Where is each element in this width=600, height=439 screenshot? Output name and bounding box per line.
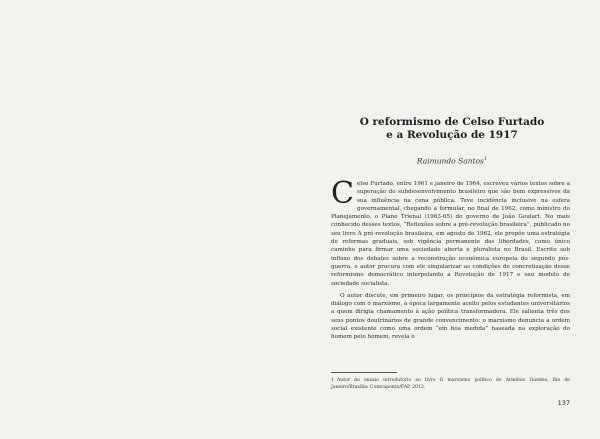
paragraph-1: [331, 176, 570, 288]
chapter-title-line2: e a Revolução de 1917: [386, 129, 518, 141]
footnote-text: Autor do ensaio introdutório ao livro O marxismo político de Armênio Guedes, Rio de Janeiro/Brasília: Contraponto/FAP, 2012.: [331, 378, 570, 390]
author-footnote-mark: 1: [483, 156, 488, 162]
footnote: [331, 377, 570, 391]
chapter-author: [330, 156, 574, 166]
author-name: Raimundo Santos: [416, 156, 484, 166]
footnote-rule: [331, 372, 397, 373]
chapter-title: [330, 116, 574, 142]
body-text: [331, 176, 570, 342]
footnote-number: 1: [331, 378, 334, 383]
drop-cap: C: [331, 176, 354, 211]
page-number: 137: [557, 399, 570, 407]
paragraph-2: O autor discute, em primeiro lugar, os princípios da estratégia reformista, em diálogo com o marxismo, à época largamente aceito pelos estudantes universitários a quem dirigia chamamento à ação política transformadora. Ele salienta três dos seus pontos doutrinários de grande convencimento: o marxismo denuncia a ordem social existente como uma ordem “em boa medida” baseada na exploração do homem pelo homem, revela o: [331, 292, 570, 341]
chapter-title-line1: O reformismo de Celso Furtado: [359, 116, 545, 128]
paragraph-1-text: elso Furtado, entre 1961 e janeiro de 1964, escreveu vários textos sobre a superação do subdesenvolvimento brasileiro que são bem expressivos da sua influência na cena pública. Teve incidência inclusive na esfera governamental, chegando a formular, no final de 1962, como ministro do Planejamento, o Plano Trienal (1963-65) do governo de João Goulart. No mais conhecido desses textos, “Reflexões sobre a pré-revolução brasileira”, publicado no seu livro A pré-revolução brasileira, em agosto de 1962, ele propõe uma estratégia de reformas graduais, sob vigência permanente das liberdades, como único caminho para firmar uma sociedade aberta e pluralista no Brasil. Escrito sob influxo dos debates sobre a reconstrução econômica europeia do segundo pós-guerra, o autor procura com ele singularizar as condições de concretização desse reformismo democrático interpelando a Revolução de 1917 e seu modelo de sociedade socialista.: [331, 181, 570, 287]
